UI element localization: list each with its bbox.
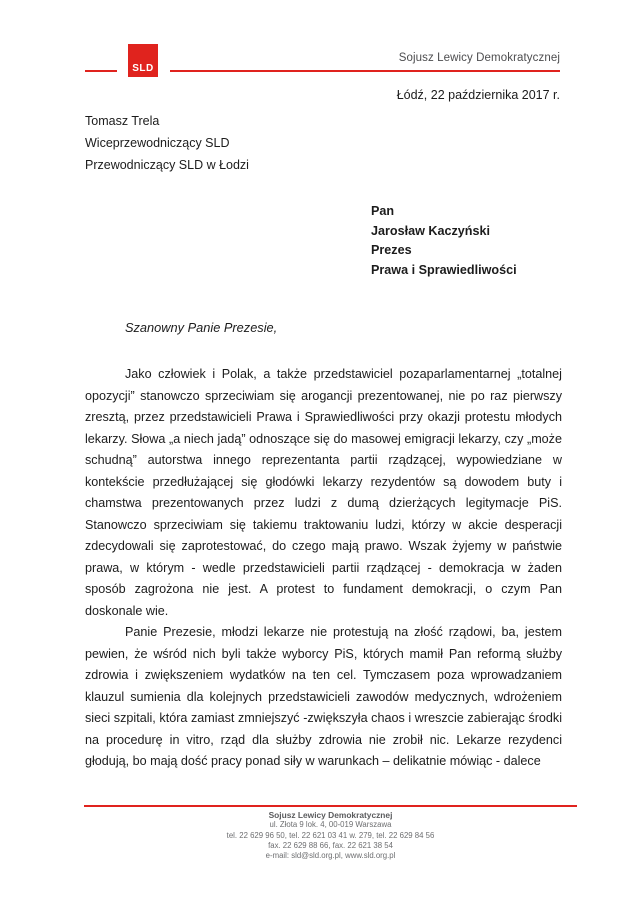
footer-org-name: Sojusz Lewicy Demokratycznej bbox=[268, 810, 393, 820]
salutation: Szanowny Panie Prezesie, bbox=[125, 320, 278, 335]
recipient-name: Jarosław Kaczyński bbox=[371, 223, 491, 238]
header-rule-left bbox=[85, 70, 117, 72]
recipient-honorific: Pan bbox=[371, 204, 395, 218]
footer-fax: fax. 22 629 88 66, fax. 22 621 38 54 bbox=[268, 840, 393, 850]
body-paragraph-2: Panie Prezesie, młodzi lekarze nie protestują na złość rządowi, ba, jestem pewien, że wśród nich byli także wyborcy PiS, których mamił Pan reformą służby zdrowia i zwiększeniem wydatków na ten cel. Tymczasem poza wprowadzaniem klauzul sumienia dla kolejnych przedstawicieli zawodów medycznych, wdrożeniem sieci szpitali, która zamiast zmniejszyć -zwiększyła chaos i wreszcie zabierając środki na procedurę in vitro, rząd dla służby zdrowia nie zrobił nic. Lekarze rezydenci głodują, bo mają dość pracy ponad siły w warunkach – delikatnie mówiąc - dalece bbox=[85, 625, 562, 768]
header-org-name: Sojusz Lewicy Demokratycznej bbox=[398, 52, 560, 64]
sender-block bbox=[85, 110, 249, 176]
footer-email: e-mail: sld@sld.org.pl, www.sld.org.pl bbox=[265, 851, 396, 861]
sld-logo-text: SLD bbox=[132, 63, 154, 74]
body-paragraph-1: Jako człowiek i Polak, a także przedstawiciel pozaparlamentarnej „totalnej opozycji” stanowczo sprzeciwiam się arogancji prezentowanej, nie po raz pierwszy zresztą, przez przedstawicieli Prawa i Sprawiedliwości przy okazji protestu młodych lekarzy. Słowa „a niech jadą” odnoszące się do masowej emigracji lekarzy, czy „może schudną” autorstwa innego reprezentanta partii rządzącej, wypowiedziane w kontekście przedłużającej się głodówki lekarzy rezydentów są dowodem buty i chamstwa prezentowanych przez ludzi z dumą dzierżących legitymacje PiS. Stanowczo sprzeciwiam się takiemu traktowaniu ludzi, którzy w akcie desperacji zdecydowali się zaprotestować, do czego mają prawo. Wszak żyjemy w państwie prawa, w którym - wedle przedstawicieli partii rządzącej - demokracja w żaden sposób zagrożona nie jest. A protest to fundament demokracji, o czym Pan doskonale wie. bbox=[85, 367, 562, 618]
footer-phones: tel. 22 629 96 50, tel. 22 621 03 41 w. 279, tel. 22 629 84 56 bbox=[226, 830, 435, 840]
footer-rule bbox=[84, 805, 577, 807]
dateline: Łódź, 22 października 2017 r. bbox=[396, 88, 560, 102]
footer-address: ul. Złota 9 lok. 4, 00-019 Warszawa bbox=[269, 820, 392, 830]
sender-name: Tomasz Trela bbox=[85, 114, 160, 128]
recipient-org: Prawa i Sprawiedliwości bbox=[371, 262, 517, 277]
sld-logo bbox=[128, 44, 158, 77]
sender-title-2: Przewodniczący SLD w Łodzi bbox=[85, 158, 249, 172]
recipient-block bbox=[371, 202, 517, 280]
sender-title-1: Wiceprzewodniczący SLD bbox=[85, 136, 230, 150]
footer-block bbox=[84, 810, 577, 861]
recipient-title: Prezes bbox=[371, 243, 412, 257]
header-rule-right bbox=[170, 70, 560, 72]
letter-body bbox=[85, 364, 562, 773]
